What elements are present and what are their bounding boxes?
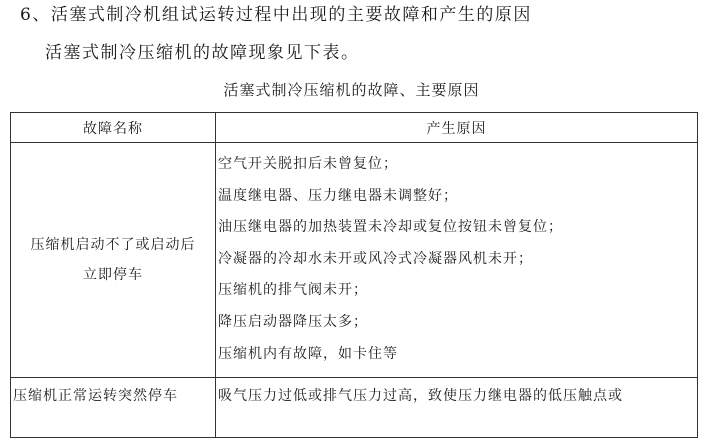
cause-item: 压缩机的排气阀未开； xyxy=(218,282,368,299)
cause-item: 空气开关脱扣后未曾复位； xyxy=(218,156,398,172)
fault-name-cell xyxy=(11,143,216,378)
table-header-row xyxy=(11,113,698,143)
table-caption: 活塞式制冷压缩机的故障、主要原因 xyxy=(223,81,480,99)
table-row xyxy=(11,378,698,438)
intro-text: 活塞式制冷压缩机的故障现象见下表。 xyxy=(45,43,360,63)
header-fault-name: 故障名称 xyxy=(11,113,216,143)
causes-cell: 吸气压力过低或排气压力过高，致使压力继电器的低压触点或 xyxy=(216,378,698,438)
cause-item: 温度继电器、压力继电器未调整好； xyxy=(218,187,458,204)
fault-name-line: 立即停车 xyxy=(83,267,143,283)
header-cause: 产生原因 xyxy=(216,113,698,143)
table-row xyxy=(11,143,698,378)
cause-item: 降压启动器降压太多； xyxy=(218,313,368,330)
cause-item: 压缩机内有故障，如卡住等 xyxy=(218,345,398,362)
fault-name-cell: 压缩机正常运转突然停车 xyxy=(11,378,216,438)
cause-item: 冷凝器的冷却水未开或风冷式冷凝器风机未开； xyxy=(218,250,533,267)
fault-table xyxy=(10,112,698,438)
causes-cell xyxy=(216,143,698,378)
section-heading: 6、活塞式制冷机组试运转过程中出现的主要故障和产生的原因 xyxy=(20,5,532,25)
cause-item: 油压继电器的加热装置未冷却或复位按钮未曾复位； xyxy=(218,219,563,236)
fault-name-line: 压缩机启动不了或启动后 xyxy=(30,237,196,253)
